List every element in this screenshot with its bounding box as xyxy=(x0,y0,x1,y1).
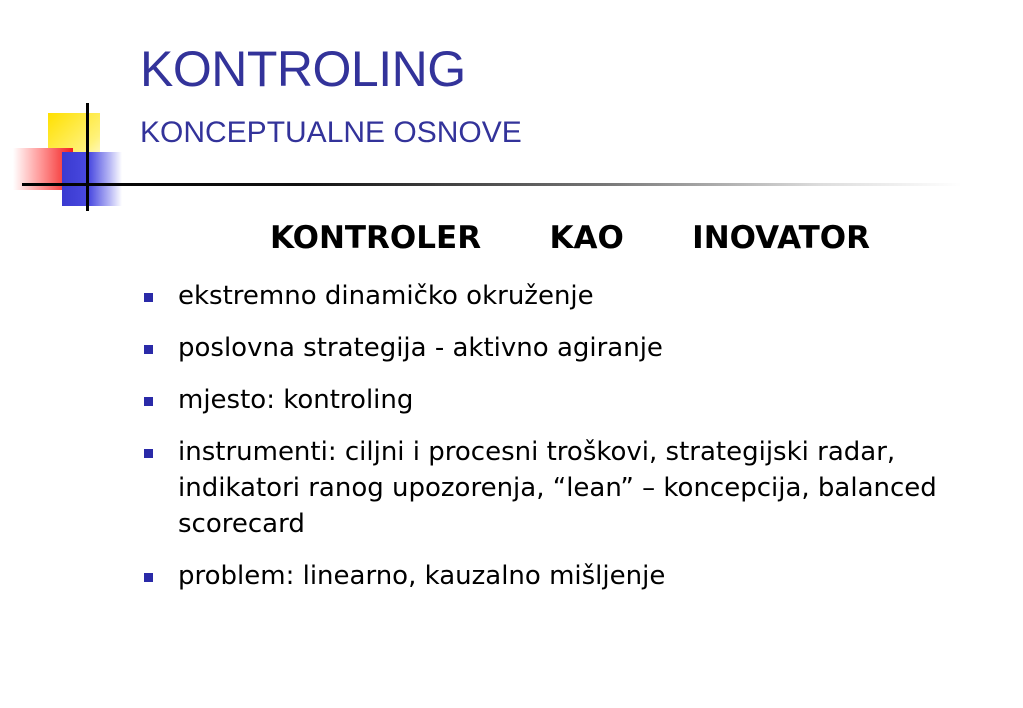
bullet-text: instrumenti: ciljni i procesni troškovi, strategijski radar, indikatori ranog upozorenja, “lean” – koncepcija, balanced scorecard xyxy=(178,437,937,539)
bullet-item xyxy=(140,330,990,366)
slide-subtitle: KONCEPTUALNE OSNOVE xyxy=(140,116,522,149)
content-heading: KONTROLER KAO INOVATOR xyxy=(269,220,871,256)
bullet-item xyxy=(140,558,990,594)
bullet-text: problem: linearno, kauzalno mišljenje xyxy=(178,561,666,591)
square-bullet-icon xyxy=(144,397,153,406)
bullet-item xyxy=(140,434,990,542)
square-bullet-icon xyxy=(144,573,153,582)
bullet-item xyxy=(140,382,990,418)
bullet-text: mjesto: kontroling xyxy=(178,385,414,415)
logo-vertical-line xyxy=(86,103,89,211)
logo-blue-square xyxy=(62,152,122,206)
bullet-list xyxy=(140,278,990,610)
bullet-item xyxy=(140,278,990,314)
bullet-text: ekstremno dinamičko okruženje xyxy=(178,281,594,311)
square-bullet-icon xyxy=(144,293,153,302)
slide-title: KONTROLING xyxy=(140,41,466,97)
bullet-text: poslovna strategija - aktivno agiranje xyxy=(178,333,663,363)
decorative-logo xyxy=(0,0,160,230)
title-divider-line xyxy=(22,183,962,186)
square-bullet-icon xyxy=(144,345,153,354)
square-bullet-icon xyxy=(144,449,153,458)
